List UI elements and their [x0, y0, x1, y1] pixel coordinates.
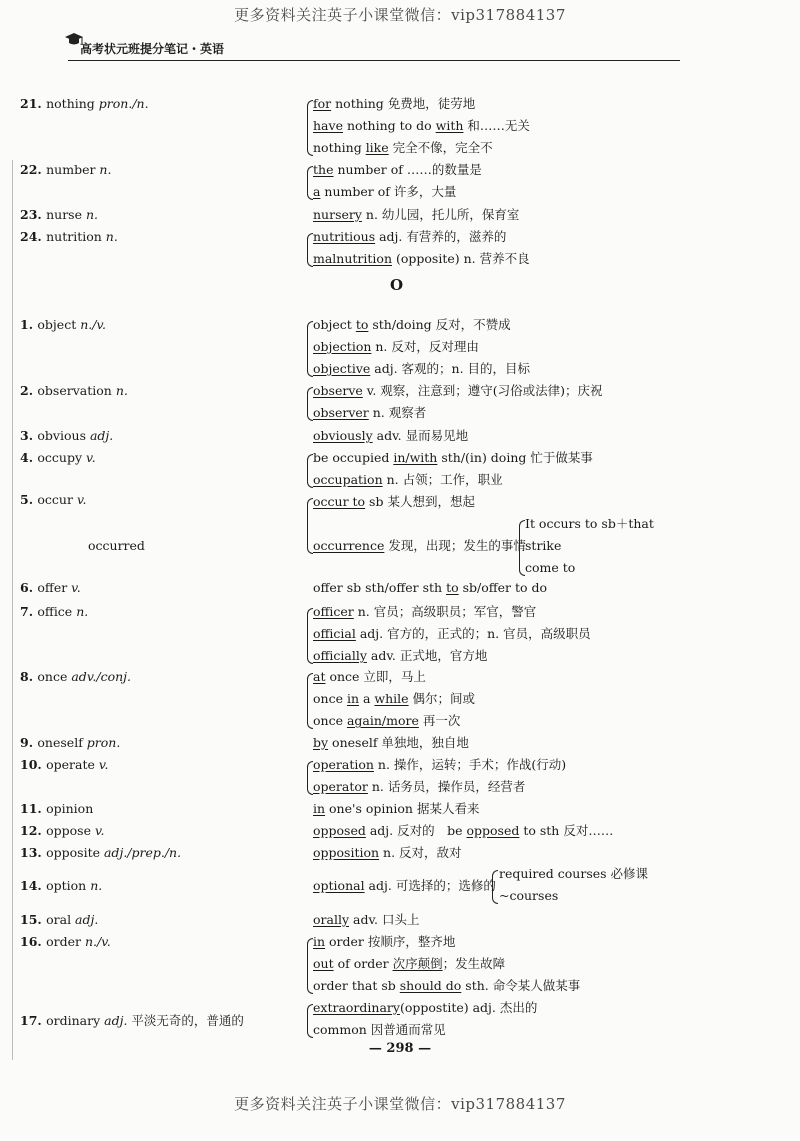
underlined-term: in/with [393, 450, 438, 465]
entry-word: ordinary [46, 1013, 105, 1028]
entry-pos: v. [71, 580, 81, 595]
entry-head [20, 492, 87, 508]
entry-word: nurse [46, 207, 86, 222]
entry-pos: pron./n. [98, 96, 149, 111]
entry-word: nothing [46, 96, 99, 111]
sub-definition-line: strike [525, 538, 562, 553]
entry-head [20, 96, 149, 112]
entry-number: 12. [20, 823, 47, 838]
definition-line [313, 229, 506, 245]
definition-line [313, 96, 475, 112]
sub-definition-line: required courses 必修课 [499, 866, 649, 881]
entry-head [20, 669, 131, 685]
underlined-term: in [313, 934, 326, 949]
definition-text: nothing 免费地，徒劳地 [331, 96, 476, 111]
entry-brace [307, 100, 313, 156]
definition-text: be occupied [313, 450, 394, 465]
entry-pos: adj./prep./n. [103, 845, 182, 860]
definition-text: n. 官员；高级职员；军官，警官 [353, 604, 537, 619]
entry-head [20, 878, 102, 894]
definition-line [313, 317, 511, 333]
definition-line [313, 162, 482, 178]
definition-text: 再一次 [418, 713, 461, 728]
underlined-term: malnutrition [313, 251, 392, 266]
definition-text: adj. 官方的，正式的；n. 官员，高级职员 [355, 626, 591, 641]
definition-line [313, 735, 469, 751]
entry-pos: pron. [86, 735, 121, 750]
definition-line [313, 691, 475, 707]
entry-brace [307, 938, 313, 994]
entry-word: occupy [37, 450, 87, 465]
definition-text: number of ……的数量是 [333, 162, 482, 177]
underlined-term: extraordinary [313, 1000, 400, 1015]
entry-number: 1. [20, 317, 38, 332]
definition-text: order that sb [313, 978, 400, 993]
definition-text: a [359, 691, 375, 706]
definition-text: (opposite) n. 营养不良 [392, 251, 530, 266]
entry-head [20, 580, 81, 596]
underlined-term: by [313, 735, 329, 750]
underlined-term: nursery [313, 207, 362, 222]
underlined-term: while [374, 691, 409, 706]
entry-number: 4. [20, 450, 38, 465]
entry-word: obvious [37, 428, 90, 443]
definition-text: nothing [313, 140, 366, 155]
underlined-term: objection [313, 339, 372, 354]
definition-text: n. 反对，反对理由 [371, 339, 479, 354]
definition-line [313, 580, 547, 596]
underlined-term: a [313, 184, 321, 199]
definition-text: sb 某人想到，想起 [365, 494, 475, 509]
entry-number: 8. [20, 669, 38, 684]
definition-text: n. 占领；工作，职业 [382, 472, 503, 487]
entry-word: opinion [46, 801, 94, 816]
definition-text: adj. 可选择的；选修的 [364, 878, 496, 893]
definition-line [313, 118, 530, 134]
definition-text: n. 反对，敌对 [379, 845, 462, 860]
entry-head [20, 450, 96, 466]
entry-gloss: 平淡无奇的，普通的 [127, 1013, 244, 1028]
underlined-term: at [313, 669, 326, 684]
watermark-top: 更多资料关注英子小课堂微信：vip317884137 [234, 6, 566, 24]
definition-text: n. 观察者 [368, 405, 427, 420]
entry-brace [307, 387, 313, 421]
underlined-term: operator [313, 779, 368, 794]
definition-text: adj. 有营养的，滋养的 [375, 229, 507, 244]
entry-brace [307, 321, 313, 377]
definition-line [313, 361, 530, 377]
underlined-term: obviously [313, 428, 373, 443]
definition-text: sth/(in) doing 忙于做某事 [437, 450, 593, 465]
header-rule [68, 60, 680, 61]
entry-number: 17. [20, 1013, 47, 1028]
entry-word: office [37, 604, 77, 619]
sub-definition-line: It occurs to sb＋that [525, 516, 654, 531]
definition-text: once [313, 713, 347, 728]
definition-line [313, 383, 603, 399]
entry-word: oneself [37, 735, 87, 750]
entry-head [20, 757, 108, 773]
definition-text: 偶尔；间或 [408, 691, 476, 706]
definition-line [313, 779, 525, 795]
entry-number: 10. [20, 757, 47, 772]
definition-line [313, 207, 519, 223]
definition-text: nothing to do [342, 118, 436, 133]
entry-word: number [46, 162, 100, 177]
section-letter: O [390, 276, 404, 294]
watermark-bottom: 更多资料关注英子小课堂微信：vip317884137 [234, 1095, 566, 1113]
entry-pos: v. [94, 823, 105, 838]
definition-line [313, 428, 468, 444]
definition-line [313, 604, 536, 620]
definition-text: sth. 命令某人做某事 [461, 978, 581, 993]
entry-brace [307, 233, 313, 267]
underlined-term: officer [313, 604, 354, 619]
definition-text: n. 话务员，操作员，经营者 [367, 779, 526, 794]
margin-line [12, 160, 13, 1060]
entry-head [20, 428, 113, 444]
entry-word: option [46, 878, 91, 893]
entry-number: 22. [20, 162, 47, 177]
entry-number: 14. [20, 878, 47, 893]
entry-head [20, 317, 106, 333]
definition-text: object [313, 317, 356, 332]
entry-number: 24. [20, 229, 47, 244]
underlined-term: observe [313, 383, 363, 398]
definition-line [313, 251, 530, 267]
underlined-term: operation [313, 757, 374, 772]
entry-head [20, 934, 111, 950]
underlined-term: occupation [313, 472, 383, 487]
underlined-term: opposed [466, 823, 520, 838]
definition-text: adj. 客观的；n. 目的，目标 [370, 361, 531, 376]
definition-line [313, 934, 455, 950]
entry-pos: n./v. [84, 934, 111, 949]
definition-line [313, 801, 479, 817]
definition-line [313, 339, 479, 355]
entry-word: oral [46, 912, 76, 927]
definition-text: sb/offer to do [458, 580, 548, 595]
definition-text: number of 许多，大量 [320, 184, 457, 199]
definition-text: to sth 反对…… [519, 823, 614, 838]
entry-number: 11. [20, 801, 47, 816]
entry-number: 3. [20, 428, 38, 443]
definition-line [313, 648, 487, 664]
definition-line [313, 713, 460, 729]
sub-brace [519, 520, 525, 576]
underlined-term: should do [399, 978, 462, 993]
entry-pos: n. [105, 229, 118, 244]
entry-pos: adj. [75, 912, 99, 927]
definition-line [313, 405, 426, 421]
sub-definition-line: ~courses [499, 888, 559, 903]
entry-pos: n. [90, 878, 103, 893]
entry-number: 7. [20, 604, 38, 619]
underlined-term: have [313, 118, 343, 133]
definition-line [313, 494, 475, 510]
definition-text: oneself 单独地，独自地 [328, 735, 469, 750]
underlined-term: to [446, 580, 459, 595]
definition-line [313, 1000, 537, 1016]
entry-brace [307, 166, 313, 200]
definition-line [313, 978, 580, 994]
definition-line [313, 757, 566, 773]
underlined-term: occur to [313, 494, 366, 509]
definition-line [313, 956, 505, 972]
definition-text: offer sb sth/offer sth [313, 580, 447, 595]
underlined-term: like [365, 140, 389, 155]
entry-number: 9. [20, 735, 38, 750]
definition-text: one's opinion 据某人看来 [325, 801, 480, 816]
definition-text: adv. 口头上 [349, 912, 420, 927]
entry-head [20, 735, 120, 751]
definition-text: (oppostite) adj. 杰出的 [399, 1000, 538, 1015]
running-head: 高考状元班提分笔记・英语 [80, 42, 225, 56]
entry-word: order [46, 934, 85, 949]
entry-head [20, 845, 181, 861]
entry-word: nutrition [46, 229, 106, 244]
underlined-term: opposition [313, 845, 380, 860]
entry-word: operate [46, 757, 99, 772]
definition-text: order 按顺序，整齐地 [325, 934, 456, 949]
definition-line [313, 450, 593, 466]
underlined-term: optional [313, 878, 365, 893]
definition-text: common 因普通而常见 [313, 1022, 446, 1037]
entry-number: 13. [20, 845, 47, 860]
entry-number: 16. [20, 934, 47, 949]
definition-text: v. 观察，注意到；遵守(习俗或法律)；庆祝 [362, 383, 603, 398]
entry-word: object [37, 317, 81, 332]
definition-text: n. 幼儿园，托儿所，保育室 [361, 207, 520, 222]
definition-line [313, 472, 503, 488]
entry-brace [307, 454, 313, 488]
definition-line [313, 845, 462, 861]
entry-head [20, 207, 98, 223]
entry-head [20, 912, 98, 928]
entry-brace [307, 761, 313, 795]
definition-line [313, 626, 591, 642]
underlined-term: official [313, 626, 356, 641]
entry-head [20, 1013, 244, 1029]
underlined-term: in [313, 801, 326, 816]
sub-brace [492, 870, 498, 904]
definition-line [313, 823, 613, 839]
definition-text: sth/doing 反对，不赞成 [368, 317, 511, 332]
entry-pos: adj. [104, 1013, 128, 1028]
definition-text: 和……无关 [463, 118, 530, 133]
entry-pos: v. [98, 757, 109, 772]
entry-number: 6. [20, 580, 38, 595]
underlined-term: in [346, 691, 360, 706]
entry-pos: adv./conj. [71, 669, 132, 684]
underlined-term: occurrence [313, 538, 385, 553]
underlined-term: observer [313, 405, 369, 420]
entry-brace [307, 1004, 313, 1038]
entry-pos: n. [115, 383, 128, 398]
underlined-term: to [355, 317, 369, 332]
definition-line [313, 184, 456, 200]
definition-text: 发现，出现；发生的事情 [384, 538, 526, 553]
sub-definition-line: come to [525, 560, 576, 575]
definition-text: 完全不像，完全不 [388, 140, 493, 155]
entry-head [20, 604, 88, 620]
entry-head [20, 162, 111, 178]
definition-line [313, 669, 426, 685]
entry-number: 2. [20, 383, 38, 398]
entry-extra: occurred [88, 538, 145, 553]
definition-line [313, 1022, 446, 1038]
entry-brace [307, 673, 313, 729]
definition-text: of order [333, 956, 393, 971]
entry-pos: n. [76, 604, 89, 619]
underlined-term: orally [313, 912, 350, 927]
page-number: — 298 — [368, 1041, 432, 1056]
underlined-term: again/more [346, 713, 419, 728]
entry-word: offer [37, 580, 72, 595]
underlined-term: out [313, 956, 334, 971]
definition-line [313, 140, 493, 156]
entry-number: 23. [20, 207, 47, 222]
entry-head [20, 801, 93, 817]
entry-pos: v. [86, 450, 96, 465]
entry-pos: n./v. [80, 317, 107, 332]
entry-brace [307, 498, 313, 554]
definition-line [313, 538, 526, 554]
definition-line [313, 912, 419, 928]
definition-text: adv. 正式地，官方地 [366, 648, 488, 663]
entry-number: 21. [20, 96, 47, 111]
entry-number: 15. [20, 912, 47, 927]
underlined-term: officially [313, 648, 367, 663]
entry-word: once [37, 669, 72, 684]
entry-word: oppose [46, 823, 95, 838]
entry-number: 5. [20, 492, 38, 507]
underlined-term: with [435, 118, 464, 133]
underlined-term: opposed [313, 823, 366, 838]
underlined-term: nutritious [313, 229, 376, 244]
definition-line [313, 878, 496, 894]
definition-text: once [313, 691, 347, 706]
underlined-term: objective [313, 361, 371, 376]
entry-pos: adj. [89, 428, 114, 443]
definition-text: adj. 反对的 be [365, 823, 467, 838]
underlined-term: the [313, 162, 334, 177]
entry-word: opposite [46, 845, 104, 860]
entry-pos: n. [85, 207, 99, 222]
underlined-term: 次序颠倒 [392, 956, 443, 971]
entry-word: observation [37, 383, 116, 398]
definition-text: n. 操作，运转；手术；作战(行动) [373, 757, 567, 772]
definition-text: adv. 显而易见地 [372, 428, 469, 443]
definition-text: ；发生故障 [442, 956, 506, 971]
entry-brace [307, 608, 313, 664]
entry-word: occur [37, 492, 77, 507]
underlined-term: for [313, 96, 332, 111]
definition-text: once 立即，马上 [325, 669, 426, 684]
entry-head [20, 383, 128, 399]
entry-head [20, 823, 105, 839]
entry-head [20, 229, 118, 245]
entry-pos: v. [76, 492, 87, 507]
entry-pos: n. [99, 162, 112, 177]
